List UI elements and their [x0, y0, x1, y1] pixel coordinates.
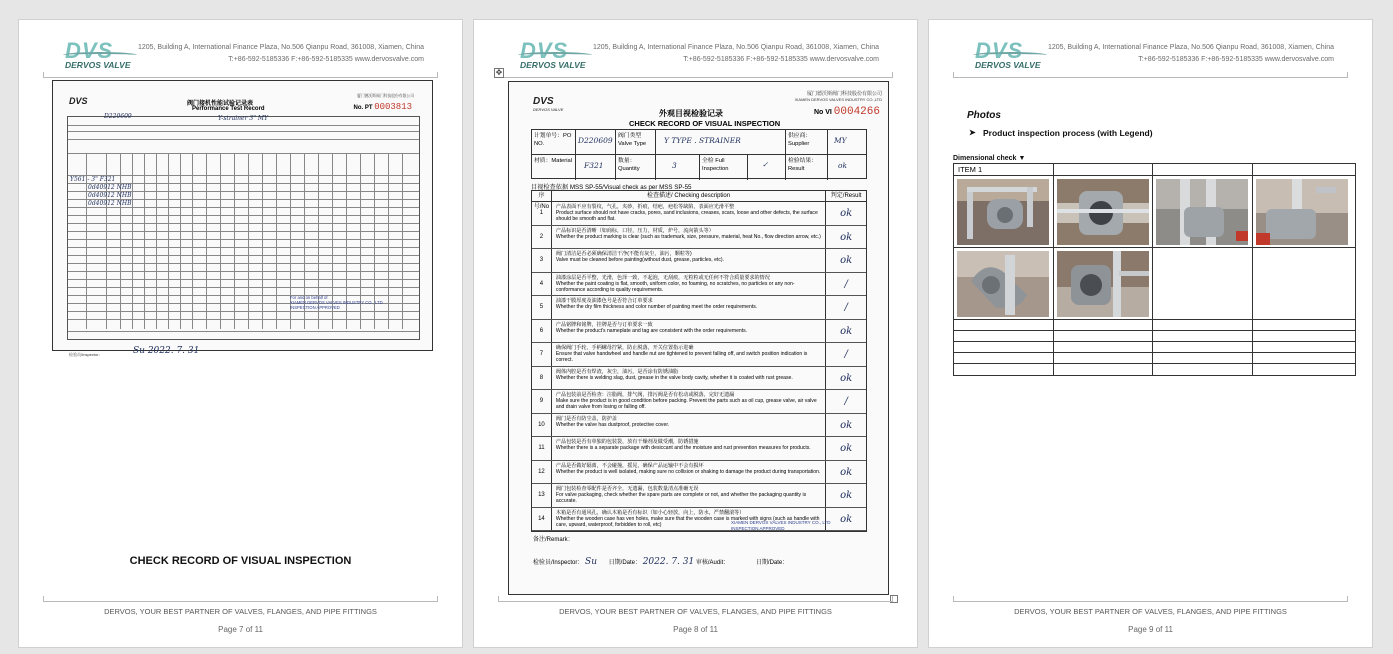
perf-company: 厦门德沃斯阀门科技股份有限公司	[357, 94, 414, 98]
row-result: ok	[840, 208, 853, 219]
footer-corner-mark	[953, 596, 954, 602]
table-row	[954, 320, 1355, 331]
photo-cell	[954, 176, 1054, 247]
table-row	[954, 176, 1355, 248]
photos-heading: Photos	[967, 110, 1001, 121]
logo-swoosh	[518, 52, 592, 58]
company-logo	[65, 38, 141, 72]
vi-no-value: 0004266	[833, 106, 880, 118]
table-row	[954, 364, 1355, 375]
contact-line: T:+86-592-5185336 F:+86-592-5185335 www.dervosvalve.com	[1138, 56, 1334, 63]
row-result: ok	[840, 466, 853, 478]
dropdown-triangle-icon[interactable]: ▼	[1018, 155, 1026, 162]
vi-checklist-table	[531, 190, 867, 532]
row-description	[552, 461, 826, 484]
footer-corner-mark	[43, 596, 44, 602]
stamp-line: XIAMEN DERVOS VALVES INDUSTRY CO., LTD	[731, 520, 831, 525]
footer-corner-mark	[1347, 596, 1348, 602]
row-desc-en: Whether the wooden case has ven holes, make sure that the wooden case is marked with signs (such as handle with care, upward, waterproof, forbidden to roll, etc)	[555, 515, 820, 528]
dimensional-check-table	[953, 163, 1356, 376]
audit-label: 审核/Audit：	[695, 560, 730, 566]
row-desc-cn: 产品包装是否有单独的包装袋，放有干燥剂及做受潮，防锈措施	[555, 439, 699, 445]
logo-swoosh	[63, 52, 137, 58]
checklist-row	[532, 320, 866, 344]
valve-type-label: 阀门类型 Valve Type	[616, 130, 656, 155]
perf-approval-stamp	[290, 295, 383, 310]
row-number: 6	[532, 320, 552, 343]
inspector-label: 检验员/Inspector：	[533, 560, 584, 566]
footer-divider	[43, 601, 438, 602]
header-corner-mark	[437, 72, 438, 78]
stamp-line: XIAMEN DERVOS VALVES INDUSTRY CO., LTD	[290, 300, 383, 305]
page-8	[473, 19, 918, 648]
supplier-label: 供应商：Supplier	[786, 130, 828, 155]
row-description	[552, 226, 826, 249]
photo-cell	[1253, 176, 1355, 247]
col-result: 判定/Result	[830, 193, 862, 199]
perf-title-en: Performance Test Record	[192, 106, 265, 112]
row-description	[552, 320, 826, 343]
logo-swoosh	[973, 52, 1047, 58]
row-desc-en: Make sure the product is in good condition before packing. Prevent the parts such as oil cup, grease valve, air valve and drain valve from losing or falling off.	[555, 398, 817, 410]
photo-cell	[954, 248, 1054, 319]
row-desc-cn: 油漆涂层是否平整，光滑，色泽一致，不起泡，无刮痕，无粒粒或无任何不符合质量要求的情况	[555, 274, 770, 281]
perf-logo: DVS	[69, 96, 88, 106]
row-description	[552, 390, 826, 413]
row-desc-en: Whether the valve has dustproof, protective cover.	[555, 421, 670, 428]
perf-no-value: 0003813	[374, 102, 412, 112]
vi-logo: DVS	[533, 96, 554, 107]
valve-caliper-photo	[957, 179, 1049, 245]
page-7	[18, 19, 463, 648]
header-corner-mark	[1347, 72, 1348, 78]
stamp-line: For and on behalf of	[290, 295, 328, 300]
row-description	[552, 296, 826, 319]
stamp-line: INSPECTION APPROVED	[290, 305, 340, 310]
row-number: 3	[532, 249, 552, 272]
row-desc-cn: 阀门包装检查零配件是否齐全，无遗漏，包装数量清点准确无误	[555, 486, 699, 492]
checklist-row	[532, 202, 866, 226]
footer-divider	[953, 601, 1348, 602]
page-9	[928, 19, 1373, 648]
header-divider	[953, 77, 1348, 78]
row-number: 11	[532, 437, 552, 460]
row-desc-cn: 阀门清洁是否必须确保清洁干净(不能有灰尘，油污，颗粒等)	[555, 251, 692, 257]
valve-bore-photo	[1057, 179, 1149, 245]
perf-model-handwriting: Y-strainer 3" MY	[218, 115, 268, 122]
perf-row-handwriting: 0d40912 NHB	[88, 192, 132, 199]
row-number: 12	[532, 461, 552, 484]
vi-inspection-basis: 目视检查依据 MSS SP-55/Visual check as per MSS SP-55	[531, 184, 692, 191]
row-desc-en: Whether the product is well isolated, making sure no collision or shaking to damage the product during transportation.	[555, 468, 821, 475]
row-description	[552, 414, 826, 437]
row-number: 7	[532, 343, 552, 366]
row-number: 10	[532, 414, 552, 437]
photo-cell	[1153, 176, 1253, 247]
address-line: 1205, Building A, International Finance Plaza, No.506 Qianpu Road, 361008, Xiamen, China	[137, 44, 424, 51]
row-number: 1	[532, 202, 552, 225]
logo-company-name: DERVOS VALVE	[65, 60, 131, 70]
row-desc-en: Product surface should not have cracks, pores, sand inclusions, creases, scars, loose and other defects, the surface should be smooth and flat.	[555, 210, 818, 222]
vi-title-cn: 外观目视检验记录	[659, 109, 723, 118]
dimensional-check-label	[953, 153, 1025, 162]
result-value: ok	[838, 161, 848, 170]
row-desc-cn: 阀体内腔是否有焊渣，灰尘，油污，是否涂有防锈油脂	[555, 368, 679, 375]
perf-table	[67, 113, 420, 340]
row-desc-en: Whether the product's nameplate and tag are consistent with the order requirements.	[555, 327, 748, 334]
row-desc-en: Whether there is a separate package with desiccant and the moisture and rust prevention measures for products.	[555, 445, 811, 451]
row-result: /	[844, 396, 848, 407]
footer-slogan: DERVOS, YOUR BEST PARTNER OF VALVES, FLANGES, AND PIPE FITTINGS	[559, 607, 832, 616]
table-cell	[1054, 164, 1154, 175]
caliper-reading-photo	[1156, 179, 1248, 245]
logo-company-name: DERVOS VALVE	[975, 60, 1041, 70]
row-desc-cn: 产品表面不应有裂纹，气孔，夹砂，折痕，结疤，疤松等缺陷，表面应光滑平整	[555, 204, 735, 210]
company-logo	[520, 38, 596, 72]
col-desc: 检查描述/ Checking description	[552, 191, 826, 201]
material-label: 材质：Material	[532, 155, 576, 180]
photos-subheading	[969, 128, 1153, 138]
row-description	[552, 484, 826, 507]
vi-logo-sub: DERVOS VALVE	[533, 107, 564, 112]
full-inspection-label: 全检 Full Inspection	[700, 155, 748, 180]
row-desc-en: Ensure that valve handwheel and handle nut are tightened to prevent falling off, and switch position indication is correct.	[555, 351, 808, 363]
checklist-row	[532, 390, 866, 414]
row-desc-cn: 确保阀门手轮，手柄螺母拧紧，防止脱落，开关位置指示进确	[555, 345, 694, 351]
row-result: /	[844, 302, 848, 313]
col-no: 序号/No	[532, 191, 552, 201]
inspector-signature: Su	[585, 557, 597, 567]
footer-corner-mark	[437, 596, 438, 602]
logo-mark: DVS	[975, 38, 1024, 63]
row-desc-cn: 油漆干膜厚度及油漆色号是否符合订单要求	[555, 298, 653, 304]
header-divider	[498, 77, 893, 78]
header-divider	[43, 77, 438, 78]
photo-cell	[1054, 176, 1154, 247]
table-cell	[1153, 248, 1253, 319]
perf-record-number	[354, 102, 412, 112]
row-number: 13	[532, 484, 552, 507]
row-result: /	[844, 349, 848, 360]
row-number: 8	[532, 367, 552, 390]
vi-signature-row	[533, 557, 788, 567]
row-result: ok	[840, 231, 853, 243]
row-description	[552, 343, 826, 366]
row-desc-cn: 阀门是否有防尘盖，防护盖	[555, 415, 618, 422]
row-desc-en: Whether the dry film thickness and color number of painting meet the order requirements.	[555, 304, 758, 310]
row-desc-cn: 产品包装前是否检查：注脂阀，排气阀，排污阀是否有松动或脱落，完好无遗漏	[555, 392, 735, 398]
checklist-row	[532, 437, 866, 461]
row-result: ok	[840, 372, 853, 384]
date2-label: 日期/Date：	[755, 560, 789, 566]
vi-record-number	[814, 106, 880, 118]
row-number: 14	[532, 508, 552, 531]
table-row	[954, 331, 1355, 342]
date-value: 2022. 7. 31	[642, 557, 695, 567]
row-description	[552, 202, 826, 225]
perf-inspector-signature: Su 2022. 7. 31	[133, 346, 200, 356]
row-desc-cn: 木箱是否有通风孔，确认木箱是否有标识（如小心轻放，向上，防水，严禁翻滚等）	[555, 509, 745, 516]
checklist-row	[532, 296, 866, 320]
page-number: Page 7 of 11	[218, 625, 263, 634]
header-address	[1048, 42, 1334, 66]
contact-line: T:+86-592-5185336 F:+86-592-5185335 www.dervosvalve.com	[683, 56, 879, 63]
visual-inspection-record-image	[508, 81, 889, 595]
perf-po-handwriting: D220609	[104, 113, 132, 120]
footer-slogan: DERVOS, YOUR BEST PARTNER OF VALVES, FLANGES, AND PIPE FITTINGS	[1014, 607, 1287, 616]
logo-company-name: DERVOS VALVE	[520, 60, 586, 70]
row-description	[552, 273, 826, 296]
row-description	[552, 249, 826, 272]
perf-title-cn: 阀门接机性能试验记录表	[187, 101, 254, 107]
contact-line: T:+86-592-5185336 F:+86-592-5185335 www.dervosvalve.com	[228, 56, 424, 63]
row-desc-en: Valve must be cleaned before painting(without dust, grease, particles, etc).	[555, 257, 724, 263]
perf-row-handwriting: 0d40912 NHB	[88, 200, 132, 207]
header-address	[593, 42, 879, 66]
row-desc-en: For valve packaging, check whether the spare parts are complete or not, and whether the packaging quantity is accurate.	[555, 492, 807, 504]
page-number: Page 8 of 11	[673, 625, 718, 634]
move-handle-icon[interactable]: ✥	[495, 68, 503, 77]
date-label: 日期/Date：	[608, 560, 642, 566]
row-number: 9	[532, 390, 552, 413]
flange-caliper-photo	[1256, 179, 1348, 245]
vi-company-en: XIAMEN DERVOS VALVES INDUSTRY CO.,LTD	[794, 97, 882, 102]
row-number: 2	[532, 226, 552, 249]
footer-corner-mark	[892, 596, 893, 602]
material-value: F321	[576, 155, 616, 180]
row-desc-cn: 产品铭牌和铭牌，挂牌是否与订单要求一致	[555, 321, 653, 328]
row-desc-cn: 产品是否做好隔离，不会碰撞，摇晃，确保产品运输中不会有损坏	[555, 462, 704, 469]
footer-slogan: DERVOS, YOUR BEST PARTNER OF VALVES, FLANGES, AND PIPE FITTINGS	[104, 607, 377, 616]
table-row	[954, 342, 1355, 353]
row-desc-cn: 产品标识是否清晰（如商标，口径，压力，材质，炉号，流向箭头等）	[555, 227, 714, 234]
footer-divider	[498, 601, 893, 602]
row-desc-en: Whether there is welding slag, dust, grease in the valve body cavity, whether it is coated with rust grease.	[555, 374, 793, 381]
full-inspection-check: ✓	[748, 155, 786, 180]
logo-mark: DVS	[65, 38, 114, 63]
checklist-row	[532, 249, 866, 273]
item-label: ITEM 1	[954, 164, 1054, 175]
quantity-label: 数量：Quantity	[616, 155, 656, 180]
header-corner-mark	[953, 72, 954, 78]
table-cell	[1253, 248, 1355, 319]
address-line: 1205, Building A, International Finance Plaza, No.506 Qianpu Road, 361008, Xiamen, China	[1047, 44, 1334, 51]
vi-header-table	[531, 129, 867, 179]
row-desc-en: Whether the product marking is clear (such as trademark, size, pressure, material, heat No., flow direction arrow, etc.)	[555, 233, 821, 240]
header-corner-mark	[43, 72, 44, 78]
row-desc-en: Whether the paint coating is flat, smooth, uniform color, no foaming, no scratches, no particles or any non-conformance according to quality requirements.	[555, 280, 795, 293]
table-cell	[1253, 164, 1355, 175]
perf-row-handwriting: Y561 - 3" F321	[70, 176, 116, 183]
row-result: ok	[840, 513, 853, 525]
table-cell	[1153, 164, 1253, 175]
row-result: ok	[840, 443, 853, 454]
row-description	[552, 437, 826, 460]
stamp-line: INSPECTION APPROVED	[731, 525, 785, 531]
arrow-bullet-icon: ➤	[969, 128, 976, 137]
address-line: 1205, Building A, International Finance Plaza, No.506 Qianpu Road, 361008, Xiamen, China	[592, 44, 879, 51]
photo-cell	[1054, 248, 1154, 319]
dimensional-check-text: Dimensional check	[953, 155, 1017, 162]
thread-end-photo	[1057, 251, 1149, 317]
checklist-row	[532, 226, 866, 250]
row-result: ok	[840, 325, 853, 337]
checklist-row	[532, 367, 866, 391]
quantity-value: 3	[656, 155, 700, 180]
page-7-caption: CHECK RECORD OF VISUAL INSPECTION	[129, 555, 352, 567]
result-label: 检验结果：Result	[786, 155, 828, 180]
page-number: Page 9 of 11	[1128, 625, 1173, 634]
row-result: ok	[840, 490, 853, 501]
performance-test-record-image	[52, 80, 433, 357]
checklist-row	[532, 414, 866, 438]
row-result: ok	[840, 419, 853, 431]
header-corner-mark	[892, 72, 893, 78]
checklist-row	[532, 461, 866, 485]
table-row	[954, 353, 1355, 364]
footer-corner-mark	[498, 596, 499, 602]
vi-title-en: CHECK RECORD OF VISUAL INSPECTION	[629, 119, 781, 128]
table-row	[954, 164, 1355, 176]
table-row	[954, 248, 1355, 320]
logo-mark: DVS	[520, 38, 569, 63]
strainer-body-photo	[957, 251, 1049, 317]
perf-row-handwriting: 0d40912 NHB	[88, 184, 132, 191]
vi-no-label: No VI	[813, 109, 832, 116]
row-description	[552, 367, 826, 390]
row-number: 5	[532, 296, 552, 319]
vi-remark: 备注/Remark：	[533, 537, 574, 543]
checklist-row	[532, 273, 866, 297]
perf-no-label: No. PT	[353, 105, 373, 111]
checklist-row	[532, 484, 866, 508]
checklist-row	[532, 343, 866, 367]
valve-type-value: Y TYPE . STRAINER	[656, 130, 786, 155]
supplier-value: MY	[834, 136, 847, 145]
photos-subheading-text: Product inspection process (with Legend)	[983, 128, 1153, 138]
header-address	[138, 42, 424, 66]
row-result: /	[844, 278, 848, 290]
row-result: ok	[840, 255, 853, 266]
company-logo	[975, 38, 1051, 72]
po-label: 计划单号：PO NO.	[532, 130, 576, 155]
perf-inspector-label: 检验员/Inspector:	[69, 352, 100, 357]
row-number: 4	[532, 273, 552, 296]
vi-company-cn: 厦门德沃斯阀门科技股份有限公司	[806, 91, 882, 97]
po-value: D220609	[576, 130, 616, 155]
vi-approval-stamp	[731, 520, 831, 531]
